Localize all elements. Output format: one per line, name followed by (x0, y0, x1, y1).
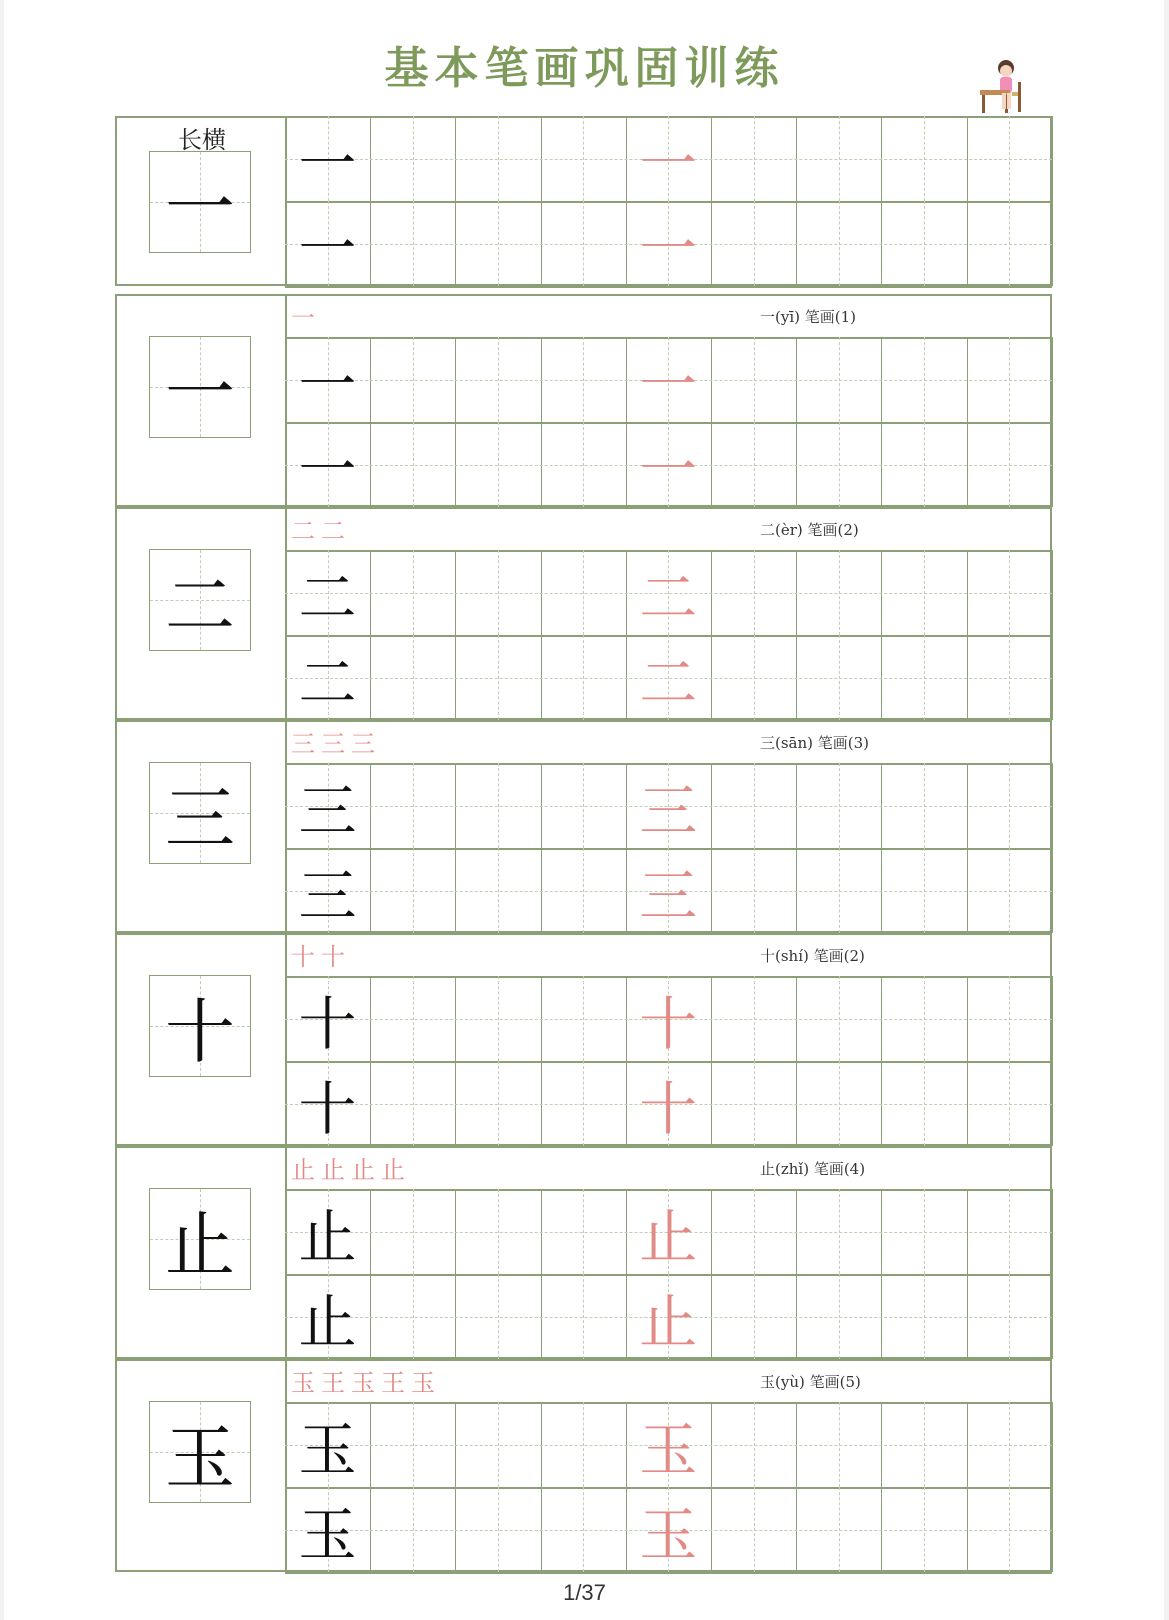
pinyin-stroke-count: 十(shí) 笔画(2) (760, 947, 865, 965)
pinyin-stroke-count: 三(sān) 笔画(3) (760, 734, 870, 752)
stroke-step: 玉 (291, 1369, 321, 1397)
practice-character: 一 (298, 129, 357, 198)
practice-character: 一 (298, 350, 357, 419)
trace-character: 二 (639, 648, 698, 717)
pinyin-stroke-count: 玉(yù) 笔画(5) (760, 1373, 861, 1391)
model-character-box (149, 549, 251, 651)
practice-character: 一 (298, 214, 357, 283)
stroke-order (291, 724, 381, 759)
practice-character: 止 (298, 1287, 357, 1356)
page-number: 1/37 (563, 1580, 606, 1605)
strip-line (285, 1359, 1052, 1361)
stroke-step: 王 (381, 1369, 411, 1397)
stroke-step: 止 (321, 1156, 351, 1184)
trace-character: 十 (639, 989, 698, 1058)
practice-character: 止 (298, 1202, 357, 1271)
student-at-desk-illustration (976, 56, 1026, 118)
practice-character: 玉 (298, 1415, 357, 1484)
trace-character: 一 (639, 214, 698, 283)
stroke-step: 十 (291, 943, 321, 971)
trace-character: 十 (639, 1074, 698, 1143)
model-character: 一 (165, 166, 235, 249)
stroke-step: 止 (351, 1156, 381, 1184)
stroke-step: 止 (291, 1156, 321, 1184)
model-character: 一 (165, 351, 235, 434)
trace-character: 止 (639, 1287, 698, 1356)
pinyin-stroke-count: 二(èr) 笔画(2) (760, 521, 859, 539)
practice-character: 玉 (298, 1500, 357, 1569)
stroke-step: 二 (321, 517, 351, 545)
practice-character: 三 (298, 861, 357, 930)
stroke-step: 三 (291, 730, 321, 758)
model-character-box (149, 336, 251, 438)
model-character-box (149, 975, 251, 1077)
trace-character: 止 (639, 1202, 698, 1271)
practice-character: 十 (298, 989, 357, 1058)
model-character-box (149, 762, 251, 864)
stroke-order (291, 1150, 411, 1185)
model-character: 止 (165, 1203, 235, 1286)
trace-character: 一 (639, 435, 698, 504)
model-character: 三 (165, 777, 235, 860)
stroke-step: 三 (321, 730, 351, 758)
stroke-name-label: 长横 (178, 126, 226, 154)
practice-character: 二 (298, 563, 357, 632)
trace-character: 二 (639, 563, 698, 632)
grid-row-line (285, 286, 1052, 288)
header-model-box (149, 151, 251, 253)
page-title: 基本笔画巩固训练 (384, 43, 785, 94)
strip-line (285, 1146, 1052, 1148)
strip-line (285, 507, 1052, 509)
stroke-step: 一 (291, 304, 321, 332)
stroke-order (291, 511, 351, 546)
stroke-order (291, 937, 351, 972)
strip-line (285, 720, 1052, 722)
model-character-box (149, 1188, 251, 1290)
stroke-order (291, 1363, 441, 1398)
model-character-box (149, 1401, 251, 1503)
practice-character: 一 (298, 435, 357, 504)
practice-character: 三 (298, 776, 357, 845)
practice-character: 二 (298, 648, 357, 717)
trace-character: 三 (639, 776, 698, 845)
practice-character: 十 (298, 1074, 357, 1143)
pinyin-stroke-count: 止(zhǐ) 笔画(4) (760, 1160, 866, 1178)
stroke-step: 二 (291, 517, 321, 545)
stroke-step: 玉 (411, 1369, 441, 1397)
trace-character: 玉 (639, 1500, 698, 1569)
trace-character: 三 (639, 861, 698, 930)
strip-line (285, 933, 1052, 935)
model-character: 玉 (165, 1416, 235, 1499)
stroke-step: 止 (381, 1156, 411, 1184)
trace-character: 一 (639, 350, 698, 419)
stroke-step: 王 (321, 1369, 351, 1397)
trace-character: 一 (639, 129, 698, 198)
stroke-step: 三 (351, 730, 381, 758)
strip-line (285, 294, 1052, 296)
model-character: 二 (165, 564, 235, 647)
grid-row-line (285, 1572, 1052, 1574)
model-character: 十 (165, 990, 235, 1073)
stroke-order (291, 298, 321, 333)
pinyin-stroke-count: 一(yī) 笔画(1) (760, 308, 856, 326)
trace-character: 玉 (639, 1415, 698, 1484)
stroke-step: 十 (321, 943, 351, 971)
stroke-step: 玉 (351, 1369, 381, 1397)
